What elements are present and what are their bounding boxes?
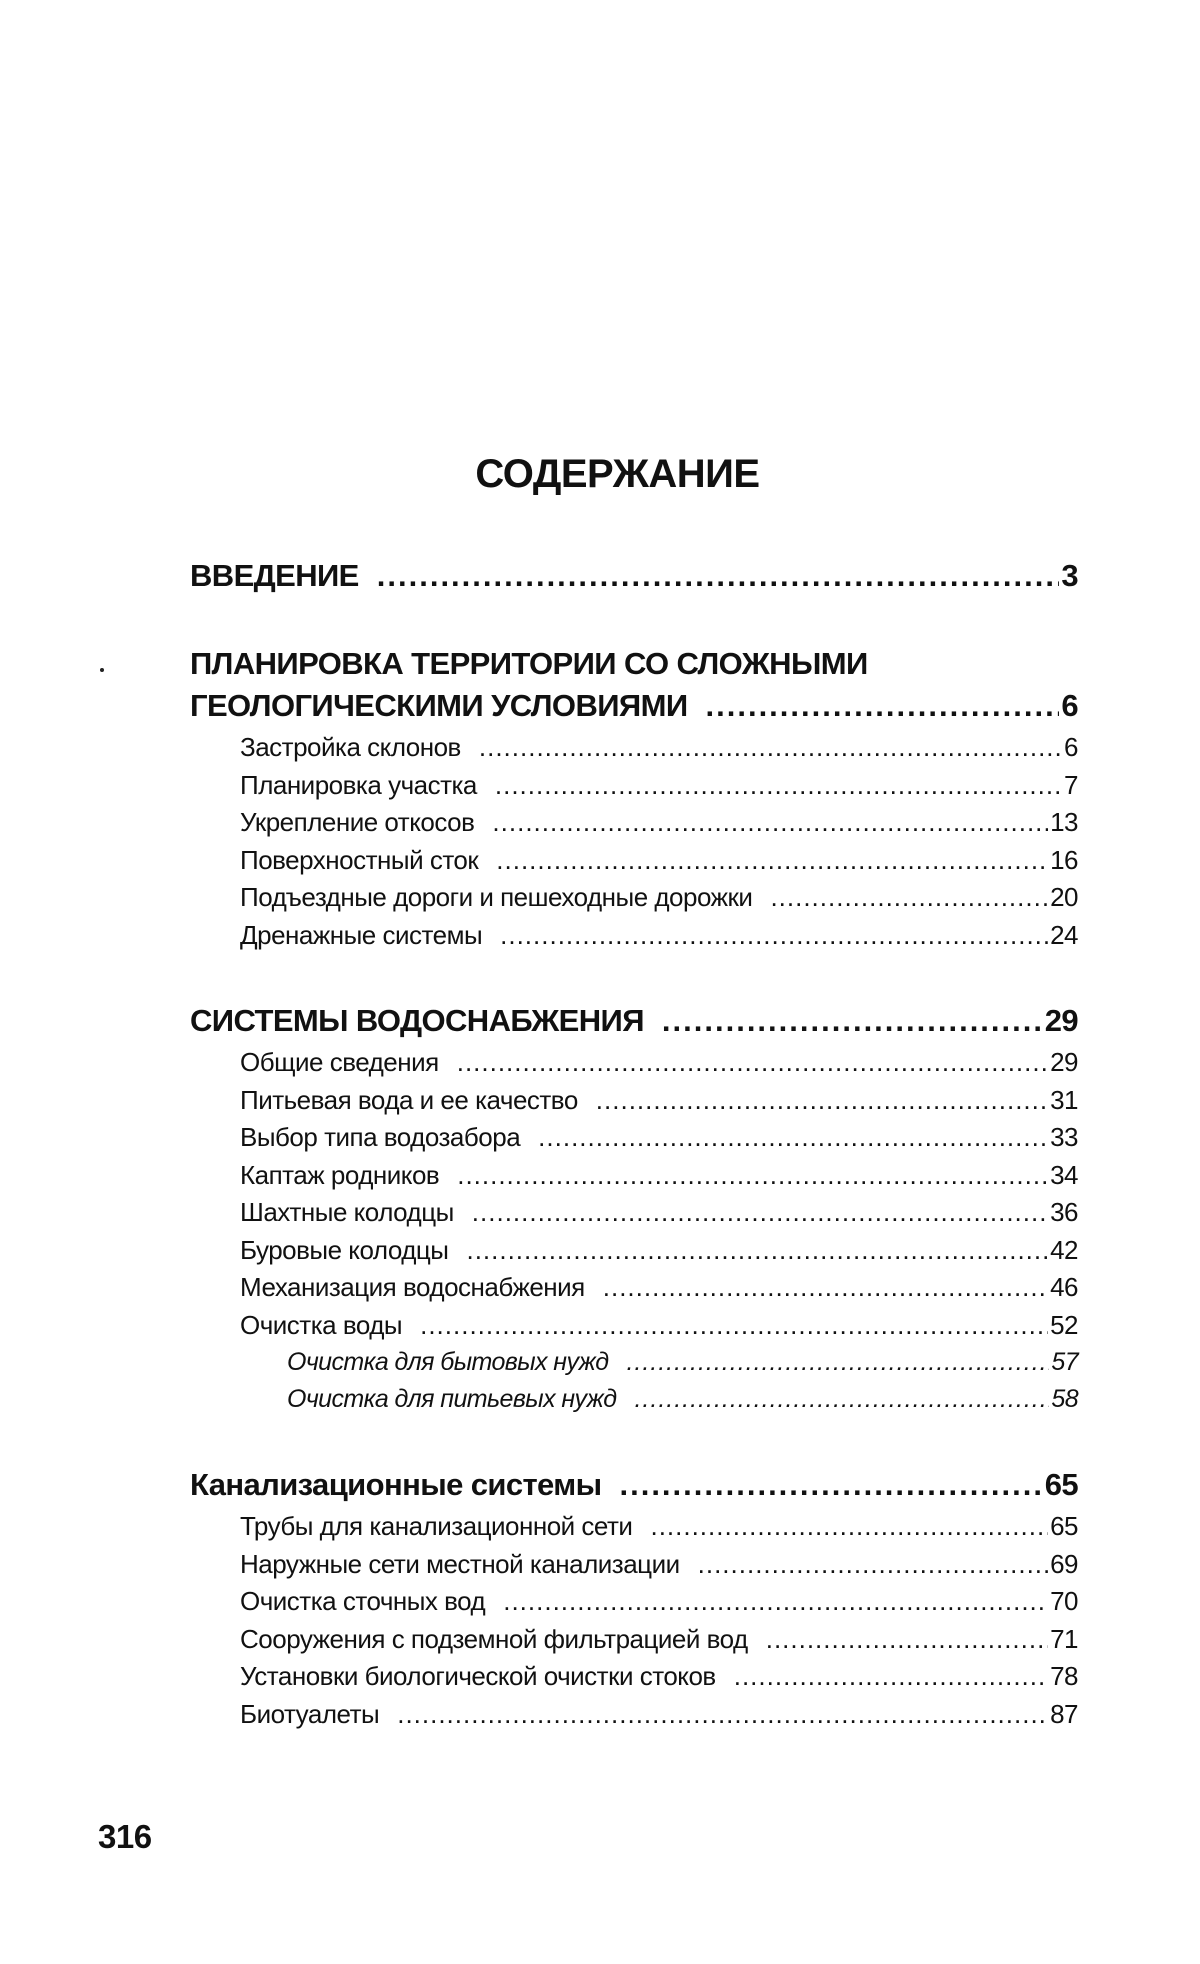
dot-leader [619, 1464, 1042, 1506]
subsection-entry [190, 767, 1078, 805]
toc-entry-page: 31 [1050, 1084, 1078, 1115]
toc-entry-page: 78 [1050, 1661, 1078, 1691]
dot-leader [626, 1344, 1049, 1381]
dot-leader [734, 1658, 1048, 1696]
subsection-entry [190, 1546, 1078, 1584]
dot-leader [377, 555, 1060, 597]
toc-entry-page: 70 [1050, 1586, 1078, 1616]
toc-entry-page: 13 [1050, 807, 1078, 837]
toc-entry-label: Планировка участка [240, 769, 477, 800]
toc-entry-label: Дренажные системы [240, 919, 483, 950]
toc-entry-label: Сооружения с подземной фильтрацией вод [240, 1623, 748, 1654]
dot-leader [698, 1546, 1048, 1584]
toc-section [190, 643, 1078, 954]
toc-entry-label: Выбор типа водозабора [240, 1122, 521, 1152]
page-number: 316 [98, 1818, 152, 1855]
toc-entry-label: Укрепление откосов [240, 807, 475, 837]
dot-leader [457, 1157, 1048, 1195]
subsection-entry [190, 1157, 1078, 1195]
toc-entry-page: 52 [1050, 1309, 1078, 1340]
dot-leader [596, 1082, 1048, 1120]
toc-entry-page: 42 [1050, 1234, 1078, 1265]
subsection-list [190, 1508, 1078, 1733]
subsection-entry [190, 1696, 1078, 1734]
toc-entry-page: 71 [1050, 1623, 1078, 1654]
toc-entry-label: Очистка для бытовых нужд [287, 1348, 609, 1376]
subsection-entry [190, 879, 1078, 917]
toc-entry-page: 34 [1050, 1159, 1078, 1190]
toc-entry-label: Буровые колодцы [240, 1234, 449, 1265]
dot-leader [397, 1696, 1048, 1734]
section-heading [190, 555, 1078, 597]
toc-section [190, 555, 1078, 597]
subsection-entry [190, 1232, 1078, 1270]
toc-section [190, 1000, 1078, 1418]
subsection-entry [190, 1658, 1078, 1696]
toc-entry-label: Каптаж родников [240, 1159, 440, 1190]
toc-entry-label: Застройка склонов [240, 732, 461, 762]
margin-mark [100, 668, 104, 672]
toc-entry-page: 46 [1050, 1272, 1078, 1302]
dot-leader [662, 1000, 1043, 1042]
toc-entry-page: 33 [1050, 1122, 1078, 1152]
toc-entry-page: 69 [1050, 1548, 1078, 1579]
section-heading [190, 1000, 1078, 1042]
subsection-entry [190, 842, 1078, 880]
toc-entry-page: 16 [1050, 844, 1078, 875]
subsection-entry [190, 1044, 1078, 1082]
dot-leader [492, 804, 1048, 842]
toc-entry-page: 29 [1044, 1003, 1078, 1038]
subsection-entry [190, 804, 1078, 842]
section-heading [190, 1464, 1078, 1506]
toc-entry-label: Биотуалеты [240, 1698, 380, 1729]
toc-entry-label: ВВЕДЕНИЕ [190, 558, 359, 593]
toc-entry-label: Наружные сети местной канализации [240, 1548, 680, 1579]
table-of-contents [190, 555, 1078, 1779]
toc-entry-label: Механизация водоснабжения [240, 1272, 585, 1302]
subsection-entry [190, 917, 1078, 955]
dot-leader [603, 1269, 1048, 1307]
toc-entry-label: Шахтные колодцы [240, 1197, 454, 1227]
toc-entry-label: Питьевая вода и ее качество [240, 1084, 578, 1115]
page-title: СОДЕРЖАНИЕ [475, 452, 760, 496]
subsection-entry [190, 1508, 1078, 1546]
subsection-entry [190, 1194, 1078, 1232]
dot-leader [650, 1508, 1048, 1546]
dot-leader [766, 1621, 1048, 1659]
toc-entry-page: 36 [1050, 1197, 1078, 1227]
section-heading [190, 685, 1078, 727]
toc-entry-label: Очистка воды [240, 1309, 403, 1340]
subsection-list [190, 729, 1078, 954]
toc-section [190, 1464, 1078, 1733]
toc-entry-label: Очистка для питьевых нужд [287, 1385, 617, 1413]
dot-leader [420, 1307, 1048, 1345]
toc-entry-label: Установки биологической очистки стоков [240, 1661, 716, 1691]
subsection-entry [190, 1583, 1078, 1621]
toc-entry-label: ГЕОЛОГИЧЕСКИМИ УСЛОВИЯМИ [190, 688, 688, 723]
toc-entry-label: СИСТЕМЫ ВОДОСНАБЖЕНИЯ [190, 1003, 644, 1038]
toc-entry-label: Очистка сточных вод [240, 1586, 486, 1616]
toc-entry-page: 20 [1050, 882, 1078, 912]
toc-entry-label: Канализационные системы [190, 1467, 602, 1502]
subsection-entry [190, 729, 1078, 767]
toc-entry-page: 65 [1044, 1467, 1078, 1502]
dot-leader [495, 767, 1062, 805]
toc-entry-label: Подъездные дороги и пешеходные дорожки [240, 882, 753, 912]
sub-subsection-entry [190, 1344, 1078, 1381]
dot-leader [706, 685, 1060, 727]
toc-entry-label: Трубы для канализационной сети [240, 1511, 633, 1541]
dot-leader [472, 1194, 1048, 1232]
dot-leader [479, 729, 1062, 767]
dot-leader [500, 917, 1048, 955]
subsection-entry [190, 1082, 1078, 1120]
subsection-entry [190, 1621, 1078, 1659]
dot-leader [496, 842, 1048, 880]
sub-subsection-entry [190, 1381, 1078, 1418]
subsection-entry [190, 1119, 1078, 1157]
dot-leader [770, 879, 1048, 917]
toc-entry-label: Поверхностный сток [240, 844, 479, 875]
toc-entry-page: 24 [1050, 919, 1078, 950]
toc-entry-page: 87 [1050, 1698, 1078, 1729]
section-title-line: ПЛАНИРОВКА ТЕРРИТОРИИ СО СЛОЖНЫМИ [190, 646, 868, 681]
dot-leader [466, 1232, 1048, 1270]
dot-leader [503, 1583, 1048, 1621]
toc-entry-page: 57 [1051, 1348, 1078, 1376]
dot-leader [457, 1044, 1048, 1082]
toc-entry-page: 6 [1061, 688, 1078, 723]
dot-leader [634, 1381, 1049, 1418]
toc-entry-page: 7 [1064, 769, 1078, 800]
subsection-list [190, 1044, 1078, 1418]
toc-entry-label: Общие сведения [240, 1047, 439, 1077]
toc-entry-page: 65 [1050, 1511, 1078, 1541]
toc-entry-page: 3 [1061, 558, 1078, 593]
toc-entry-page: 29 [1050, 1047, 1078, 1077]
dot-leader [538, 1119, 1048, 1157]
subsection-entry [190, 1269, 1078, 1307]
toc-entry-page: 58 [1051, 1385, 1078, 1413]
toc-entry-page: 6 [1064, 732, 1078, 762]
subsection-entry [190, 1307, 1078, 1345]
